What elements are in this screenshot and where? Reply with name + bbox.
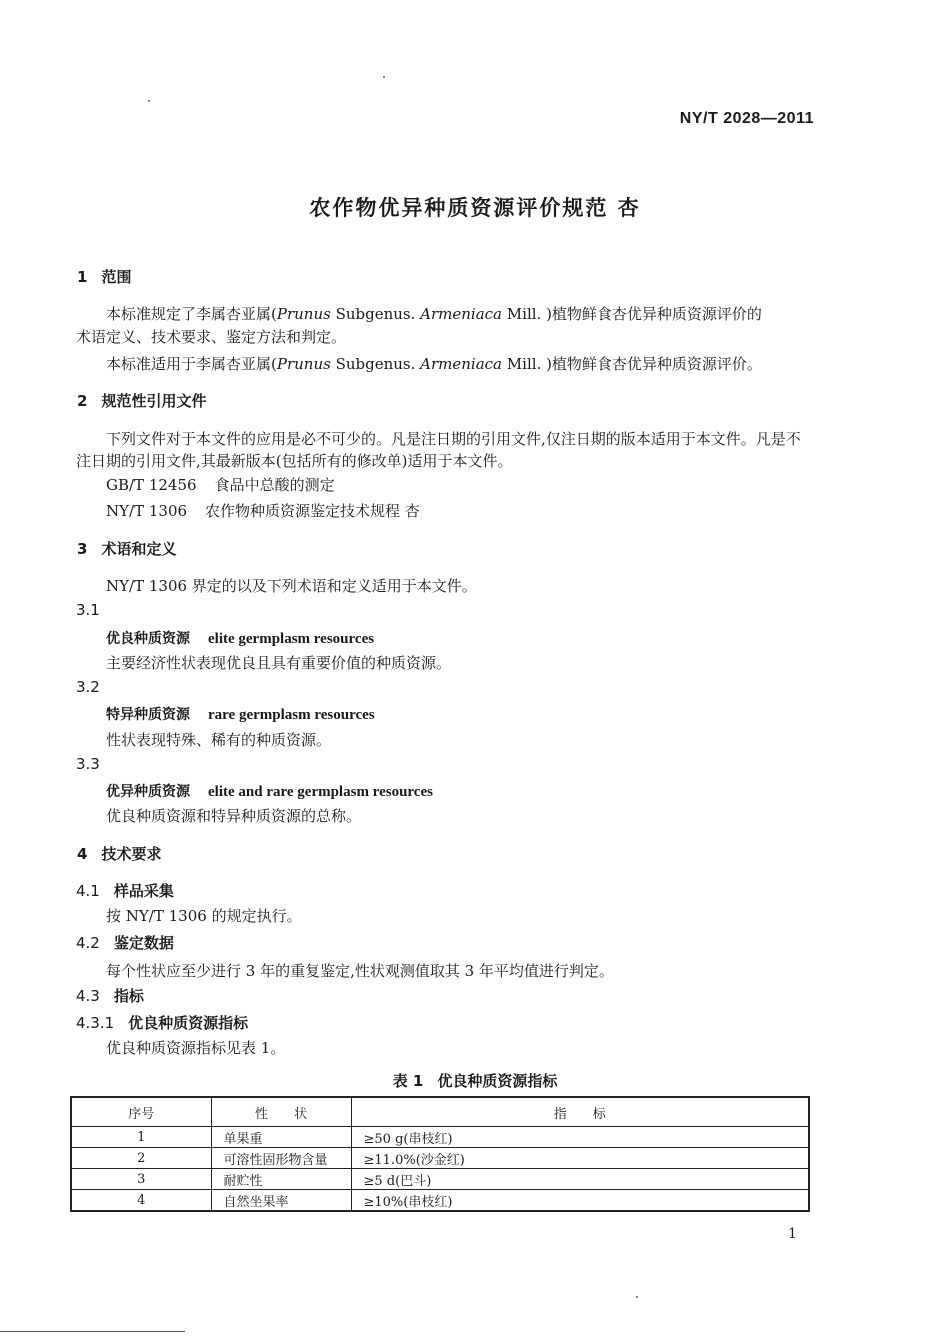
subsection-4-3-1-heading bbox=[76, 1012, 248, 1033]
term-number: 3.3 bbox=[76, 755, 100, 773]
section-title: 规范性引用文件 bbox=[101, 392, 207, 410]
subsection-title: 优良种质资源指标 bbox=[128, 1014, 249, 1032]
section-title: 范围 bbox=[101, 268, 132, 286]
genus-name: Prunus bbox=[276, 305, 331, 323]
term-en: elite and rare germplasm resources bbox=[208, 784, 433, 800]
term-number: 3.2 bbox=[76, 678, 100, 696]
reference-item-2 bbox=[106, 500, 420, 522]
table-cell: ≥50 g(串枝红) bbox=[351, 1127, 809, 1148]
text: 本标准适用于李属杏亚属( bbox=[106, 355, 277, 373]
term-zh: 优异种质资源 bbox=[106, 784, 190, 800]
section-number: 1 bbox=[77, 268, 88, 286]
scan-edge-line bbox=[0, 1331, 185, 1332]
section-title: 技术要求 bbox=[101, 845, 162, 863]
table-cell: 1 bbox=[71, 1127, 211, 1148]
species-name: Armeniaca bbox=[420, 305, 503, 323]
reference-item-1 bbox=[106, 474, 335, 496]
term-number: 3.1 bbox=[76, 601, 100, 619]
table-cell: 2 bbox=[71, 1148, 211, 1169]
reference-title: 农作物种质资源鉴定技术规程 杏 bbox=[205, 502, 420, 520]
section-number: 2 bbox=[77, 392, 88, 410]
term-definition: 性状表现特殊、稀有的种质资源。 bbox=[106, 731, 332, 749]
subsection-title: 样品采集 bbox=[113, 882, 174, 900]
term-heading bbox=[106, 781, 433, 801]
column-header: 序号 bbox=[71, 1097, 211, 1127]
term-heading bbox=[106, 704, 375, 724]
term-heading bbox=[106, 628, 374, 648]
term-definition: 优良种质资源和特异种质资源的总称。 bbox=[106, 807, 362, 825]
reference-code: GB/T 12456 bbox=[106, 476, 197, 494]
table-cell: 自然坐果率 bbox=[211, 1190, 351, 1212]
normative-references-paragraph: 下列文件对于本文件的应用是必不可少的。凡是注日期的引用文件,仅注日期的版本适用于本文件。凡是不注日期的引用文件,其最新版本(包括所有的修改单)适用于本文件。 bbox=[76, 430, 801, 470]
text: 本标准规定了李属杏亚属( bbox=[106, 305, 277, 323]
scope-paragraph-2 bbox=[106, 353, 762, 375]
subsection-4-1-heading bbox=[76, 880, 174, 901]
table-cell: 4 bbox=[71, 1190, 211, 1212]
table-row bbox=[71, 1190, 809, 1212]
text: Subgenus. bbox=[330, 355, 421, 373]
term-definition: 主要经济性状表现优良且具有重要价值的种质资源。 bbox=[106, 654, 452, 672]
table-title: 优良种质资源指标 bbox=[437, 1072, 558, 1090]
table-cell: ≥11.0%(沙金红) bbox=[351, 1148, 809, 1169]
document-title: 农作物优异种质资源评价规范 杏 bbox=[309, 196, 641, 220]
table-number: 表 1 bbox=[392, 1072, 424, 1090]
subsection-number: 4.2 bbox=[76, 934, 100, 952]
section-2-heading bbox=[77, 390, 206, 411]
table-cell: ≥10%(串枝红) bbox=[351, 1190, 809, 1212]
subsection-number: 4.3.1 bbox=[76, 1014, 115, 1032]
section-1-heading bbox=[77, 266, 131, 287]
subsection-4-3-1-text: 优良种质资源指标见表 1。 bbox=[106, 1039, 286, 1057]
subsection-4-3-heading bbox=[76, 985, 144, 1006]
scope-paragraph-1-cont: 术语定义、技术要求、鉴定方法和判定。 bbox=[76, 328, 347, 346]
term-en: elite germplasm resources bbox=[208, 631, 375, 647]
text: Mill. )植物鲜食杏优异种质资源评价的 bbox=[502, 305, 762, 323]
reference-code: NY/T 1306 bbox=[106, 502, 188, 520]
column-header: 性 状 bbox=[211, 1097, 351, 1127]
subsection-4-2-text: 每个性状应至少进行 3 年的重复鉴定,性状观测值取其 3 年平均值进行判定。 bbox=[106, 962, 614, 980]
section-3-heading bbox=[77, 538, 176, 559]
terms-intro: NY/T 1306 界定的以及下列术语和定义适用于本文件。 bbox=[106, 577, 477, 595]
section-title: 术语和定义 bbox=[101, 540, 177, 558]
subsection-number: 4.3 bbox=[76, 987, 100, 1005]
table-header-row bbox=[71, 1097, 809, 1127]
term-en: rare germplasm resources bbox=[208, 707, 375, 723]
table-cell: 可溶性固形物含量 bbox=[211, 1148, 351, 1169]
table-cell: ≥5 d(巴斗) bbox=[351, 1169, 809, 1190]
term-zh: 优良种质资源 bbox=[106, 631, 190, 647]
scan-speck bbox=[636, 1296, 638, 1298]
term-zh: 特异种质资源 bbox=[106, 707, 190, 723]
section-number: 3 bbox=[77, 540, 88, 558]
scope-paragraph-1 bbox=[106, 303, 762, 325]
subsection-title: 指标 bbox=[113, 987, 144, 1005]
table-row bbox=[71, 1169, 809, 1190]
subsection-4-2-heading bbox=[76, 932, 174, 953]
genus-name: Prunus bbox=[276, 355, 331, 373]
section-number: 4 bbox=[77, 845, 88, 863]
table-cell: 3 bbox=[71, 1169, 211, 1190]
section-4-heading bbox=[77, 843, 161, 864]
subsection-number: 4.1 bbox=[76, 882, 100, 900]
scan-speck bbox=[148, 100, 150, 102]
subsection-title: 鉴定数据 bbox=[113, 934, 174, 952]
species-name: Armeniaca bbox=[420, 355, 503, 373]
text: Subgenus. bbox=[330, 305, 421, 323]
table-cell: 单果重 bbox=[211, 1127, 351, 1148]
table-elite-indicators bbox=[70, 1096, 810, 1212]
scan-speck bbox=[383, 76, 385, 78]
table-row bbox=[71, 1148, 809, 1169]
page-number: 1 bbox=[788, 1226, 797, 1242]
subsection-4-1-text: 按 NY/T 1306 的规定执行。 bbox=[106, 907, 302, 925]
reference-title: 食品中总酸的测定 bbox=[214, 476, 335, 494]
table-row bbox=[71, 1127, 809, 1148]
table-caption bbox=[0, 1070, 950, 1091]
text: Mill. )植物鲜食杏优异种质资源评价。 bbox=[502, 355, 762, 373]
column-header: 指 标 bbox=[351, 1097, 809, 1127]
standard-number: NY/T 2028—2011 bbox=[679, 110, 814, 127]
table-cell: 耐贮性 bbox=[211, 1169, 351, 1190]
